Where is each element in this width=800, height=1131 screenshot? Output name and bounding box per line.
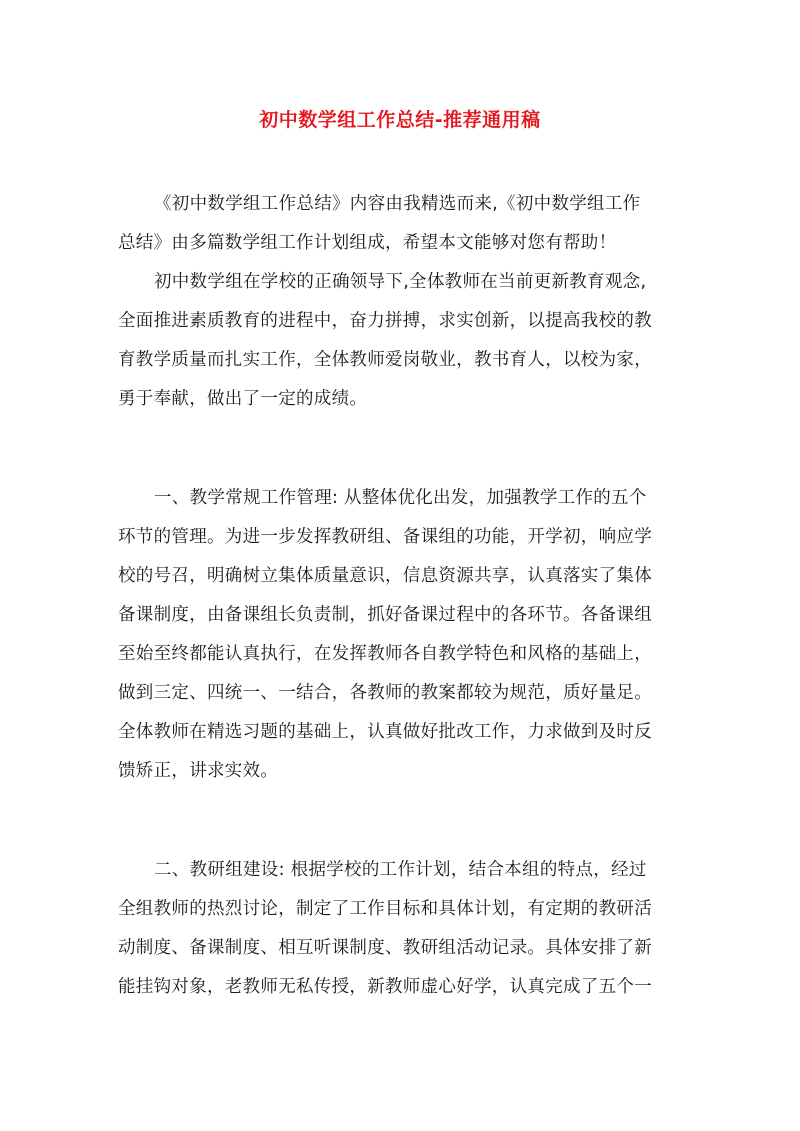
text-line: 总结》由多篇数学组工作计划组成，希望本文能够对您有帮助！ — [118, 233, 617, 253]
text-line: 环节的管理。为进一步发挥教研组、备课组的功能，开学初，响应学 — [118, 527, 652, 547]
text-line: 初中数学组在学校的正确领导下,全体教师在当前更新教育观念, — [154, 272, 647, 292]
text-line: 勇于奉献，做出了一定的成绩。 — [118, 389, 368, 409]
paragraph-intro — [118, 185, 693, 263]
text-line: 全面推进素质教育的进程中，奋力拼搏，求实创新，以提高我校的教 — [118, 311, 652, 331]
text-line: 二、教研组建设: 根据学校的工作计划，结合本组的特点，经过 — [154, 860, 647, 880]
text-line: 动制度、备课制度、相互听课制度、教研组活动记录。具体安排了新 — [118, 938, 652, 958]
text-line: 备课制度，由备课组长负责制，抓好备课过程中的各环节。各备课组 — [118, 605, 652, 625]
text-line: 校的号召，明确树立集体质量意识，信息资源共享，认真落实了集体 — [118, 566, 652, 586]
text-line: 全组教师的热烈讨论，制定了工作目标和具体计划，有定期的教研活 — [118, 899, 652, 919]
document-title: 初中数学组工作总结-推荐通用稿 — [259, 109, 541, 131]
text-line: 《初中数学组工作总结》内容由我精选而来,《初中数学组工作 — [154, 194, 641, 214]
text-line: 能挂钩对象，老教师无私传授，新教师虚心好学，认真完成了五个一 — [118, 977, 652, 997]
paragraph-section-1 — [118, 479, 693, 791]
paragraph-section-2 — [118, 851, 693, 1007]
text-line: 做到三定、四统一、一结合，各教师的教案都较为规范，质好量足。 — [118, 683, 652, 703]
paragraph-overview — [118, 263, 693, 419]
text-line: 馈矫正，讲求实效。 — [118, 761, 279, 781]
text-line: 至始至终都能认真执行，在发挥教师各自教学特色和风格的基础上， — [118, 644, 652, 664]
text-line: 育教学质量而扎实工作，全体教师爱岗敬业，教书育人，以校为家， — [118, 350, 652, 370]
text-line: 一、教学常规工作管理: 从整体优化出发，加强教学工作的五个 — [154, 488, 647, 508]
text-line: 全体教师在精选习题的基础上，认真做好批改工作，力求做到及时反 — [118, 722, 652, 742]
